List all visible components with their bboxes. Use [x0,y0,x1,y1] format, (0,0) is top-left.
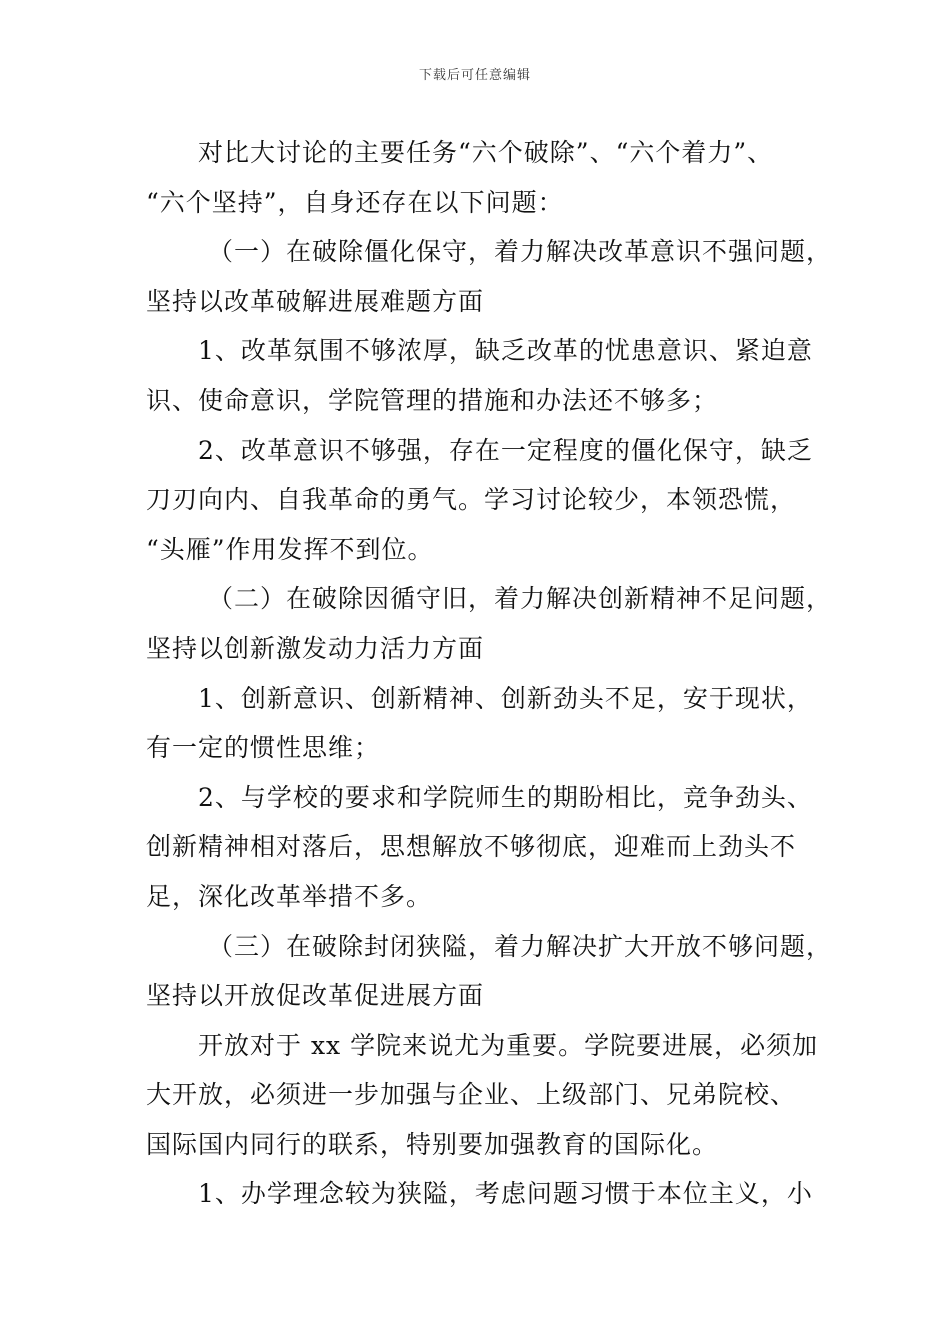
text-line: 大开放，必须进一步加强与企业、上级部门、兄弟院校、 [146,1080,797,1110]
text-line: （三）在破除封闭狭隘，着力解决扩大开放不够问题， [208,931,833,961]
text-line: 坚持以开放促改革促进展方面 [146,981,485,1011]
text-line: 2、改革意识不够强，存在一定程度的僵化保守，缺乏 [198,435,813,465]
text-line: 开放对于 xx 学院来说尤为重要。学院要进展，必须加 [198,1030,819,1060]
text-line: “头雁”作用发挥不到位。 [146,534,434,564]
text-line: 创新精神相对落后，思想解放不够彻底，迎难而上劲头不 [146,832,797,862]
text-line: 对比大讨论的主要任务“六个破除”、“六个着力”、 [198,138,774,167]
text-line: 1、办学理念较为狭隘，考虑问题习惯于本位主义，小 [198,1179,813,1209]
text-line: 足，深化改革举措不多。 [146,881,433,911]
text-line: 国际国内同行的联系，特别要加强教育的国际化。 [146,1129,719,1159]
text-line: 刀刃向内、自我革命的勇气。学习讨论较少，本领恐慌， [146,485,797,515]
text-line: 坚持以改革破解进展难题方面 [146,286,485,316]
text-line: “六个坚持”，自身还存在以下问题： [146,187,564,217]
page-header: 下载后可任意编辑 [418,68,531,83]
document-body [146,128,833,1219]
text-line: 有一定的惯性思维； [146,733,381,763]
text-line: （二）在破除因循守旧，着力解决创新精神不足问题， [208,584,833,614]
text-line: 1、改革氛围不够浓厚，缺乏改革的忧患意识、紧迫意 [198,336,813,366]
text-line: 2、与学校的要求和学院师生的期盼相比，竞争劲头、 [198,782,813,812]
text-line: 1、创新意识、创新精神、创新劲头不足，安于现状， [198,683,813,713]
text-line: 识、使命意识，学院管理的措施和办法还不够多； [146,385,719,415]
text-line: （一）在破除僵化保守，着力解决改革意识不强问题， [208,237,833,267]
text-line: 坚持以创新激发动力活力方面 [146,633,485,663]
